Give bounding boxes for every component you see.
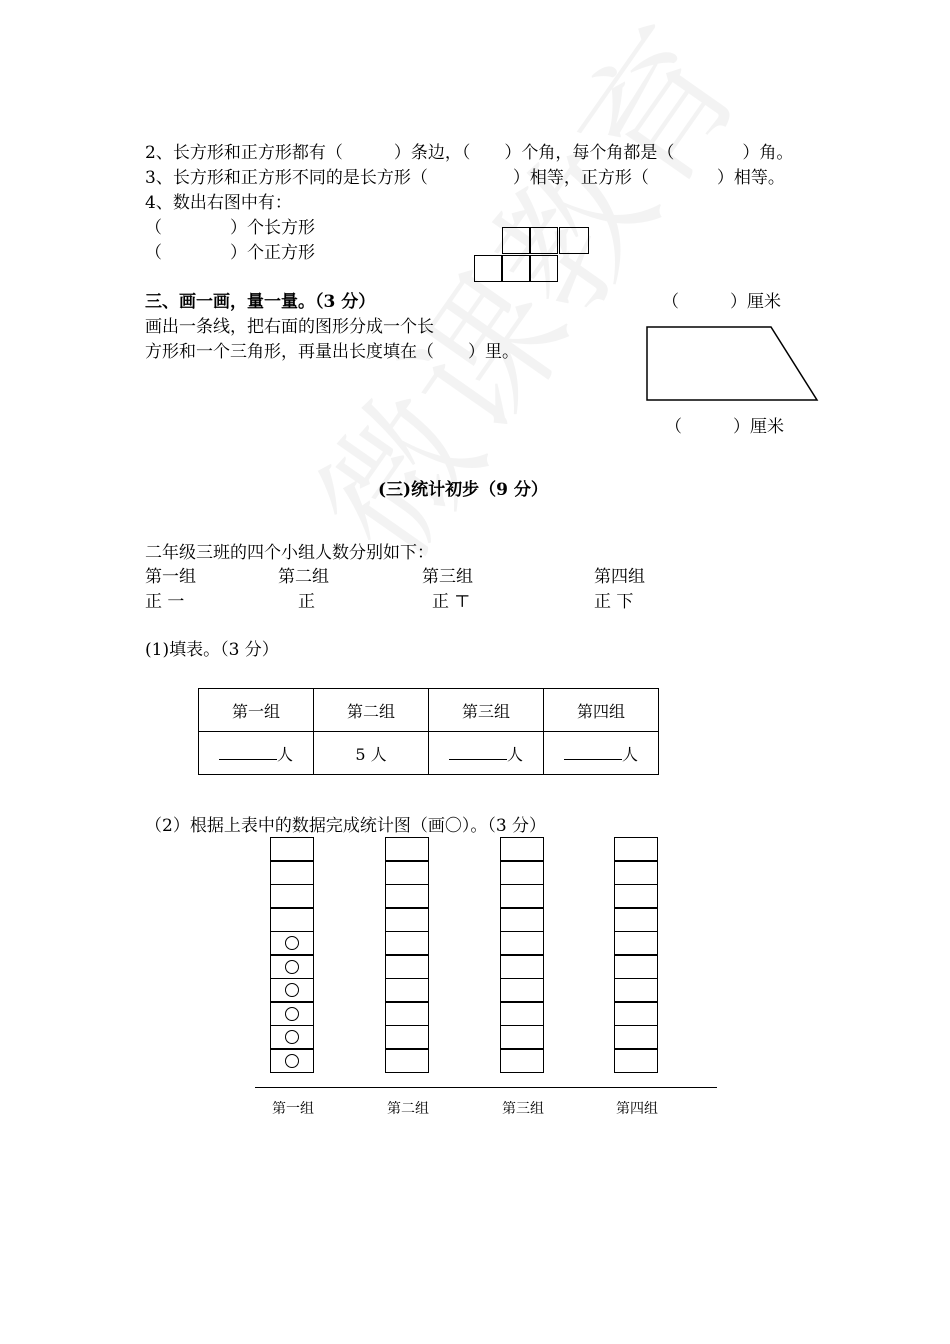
chart-box[interactable]: [500, 884, 544, 909]
chart-box[interactable]: [500, 907, 544, 932]
part-2-label: （2）根据上表中的数据完成统计图（画〇）。（3 分）: [145, 816, 547, 836]
chart-box[interactable]: [270, 1001, 314, 1026]
circle-mark: [285, 983, 299, 997]
table-cell-1[interactable]: 人: [199, 732, 314, 775]
chart-box[interactable]: [500, 954, 544, 979]
chart-box[interactable]: [614, 954, 658, 979]
chart-box[interactable]: [500, 860, 544, 885]
question-2: 2、长方形和正方形都有（ ）条边，（ ）个角，每个角都是（ ）角。: [145, 143, 794, 163]
stats-intro: 二年级三班的四个小组人数分别如下：: [145, 543, 434, 563]
chart-box[interactable]: [385, 1025, 429, 1050]
tally-3: 正 ⊤: [432, 592, 471, 612]
chart-box[interactable]: [385, 884, 429, 909]
group-name-4: 第四组: [594, 567, 645, 587]
chart-box[interactable]: [270, 884, 314, 909]
chart-box[interactable]: [385, 1048, 429, 1073]
chart-box[interactable]: [385, 931, 429, 956]
stats-title: (三)统计初步（9 分）: [378, 480, 548, 500]
chart-box[interactable]: [614, 931, 658, 956]
table-header-3: 第三组: [429, 689, 544, 732]
chart-box[interactable]: [614, 1048, 658, 1073]
chart-box[interactable]: [614, 1025, 658, 1050]
question-4-rect-count: （ ）个长方形: [145, 218, 315, 238]
question-4: 4、数出右图中有：: [145, 193, 292, 213]
question-3: 3、长方形和正方形不同的是长方形（ ）相等，正方形（ ）相等。: [145, 168, 785, 188]
circle-mark: [285, 1007, 299, 1021]
chart-box[interactable]: [270, 837, 314, 862]
chart-box[interactable]: [270, 1048, 314, 1073]
chart-box[interactable]: [500, 1001, 544, 1026]
chart-box[interactable]: [385, 837, 429, 862]
circle-mark: [285, 936, 299, 950]
bottom-measure: （ ）厘米: [665, 417, 784, 437]
chart-axis: [255, 1087, 717, 1088]
table-cell-3[interactable]: 人: [429, 732, 544, 775]
chart-box[interactable]: [270, 978, 314, 1003]
chart-column-2: [385, 838, 429, 1073]
chart-column-1: [270, 838, 314, 1073]
chart-box[interactable]: [500, 1048, 544, 1073]
chart-box[interactable]: [614, 907, 658, 932]
circle-mark: [285, 1054, 299, 1068]
chart-box[interactable]: [385, 1001, 429, 1026]
question-4-square-count: （ ）个正方形: [145, 243, 315, 263]
x-label-2: 第二组: [387, 1101, 429, 1117]
section-3-title: 三、画一画，量一量。（3 分）: [145, 292, 376, 312]
chart-box[interactable]: [614, 860, 658, 885]
chart-column-4: [614, 838, 658, 1073]
chart-box[interactable]: [270, 1025, 314, 1050]
chart-box[interactable]: [270, 931, 314, 956]
x-label-4: 第四组: [616, 1101, 658, 1117]
tally-2: 正: [298, 592, 315, 612]
table-header-1: 第一组: [199, 689, 314, 732]
section-3-line-2: 方形和一个三角形，再量出长度填在（ ）里。: [145, 342, 519, 362]
section-3-line-1: 画出一条线，把右面的图形分成一个长: [145, 317, 434, 337]
x-label-3: 第三组: [502, 1101, 544, 1117]
part-1-label: (1)填表。（3 分）: [145, 640, 279, 660]
group-name-1: 第一组: [145, 567, 196, 587]
chart-box[interactable]: [385, 907, 429, 932]
table-cell-2: 5 人: [314, 732, 429, 775]
chart-box[interactable]: [614, 837, 658, 862]
group-name-3: 第三组: [422, 567, 473, 587]
chart-box[interactable]: [385, 954, 429, 979]
chart-box[interactable]: [385, 860, 429, 885]
tally-4: 正 下: [594, 592, 634, 612]
chart-column-3: [500, 838, 544, 1073]
table-header-4: 第四组: [544, 689, 659, 732]
chart-box[interactable]: [500, 837, 544, 862]
trapezoid-shape: [640, 320, 825, 410]
chart-box[interactable]: [270, 954, 314, 979]
table-cell-4[interactable]: 人: [544, 732, 659, 775]
chart-box[interactable]: [385, 978, 429, 1003]
chart-box[interactable]: [614, 884, 658, 909]
chart-box[interactable]: [270, 860, 314, 885]
chart-box[interactable]: [500, 978, 544, 1003]
circle-mark: [285, 1030, 299, 1044]
chart-box[interactable]: [500, 1025, 544, 1050]
group-name-2: 第二组: [278, 567, 329, 587]
tally-1: 正 一: [145, 592, 185, 612]
chart-box[interactable]: [500, 931, 544, 956]
chart-box[interactable]: [614, 978, 658, 1003]
chart-box[interactable]: [270, 907, 314, 932]
table-header-2: 第二组: [314, 689, 429, 732]
chart-box[interactable]: [614, 1001, 658, 1026]
circle-mark: [285, 960, 299, 974]
top-measure: （ ）厘米: [662, 292, 781, 312]
x-label-1: 第一组: [272, 1101, 314, 1117]
group-table: [198, 688, 659, 775]
